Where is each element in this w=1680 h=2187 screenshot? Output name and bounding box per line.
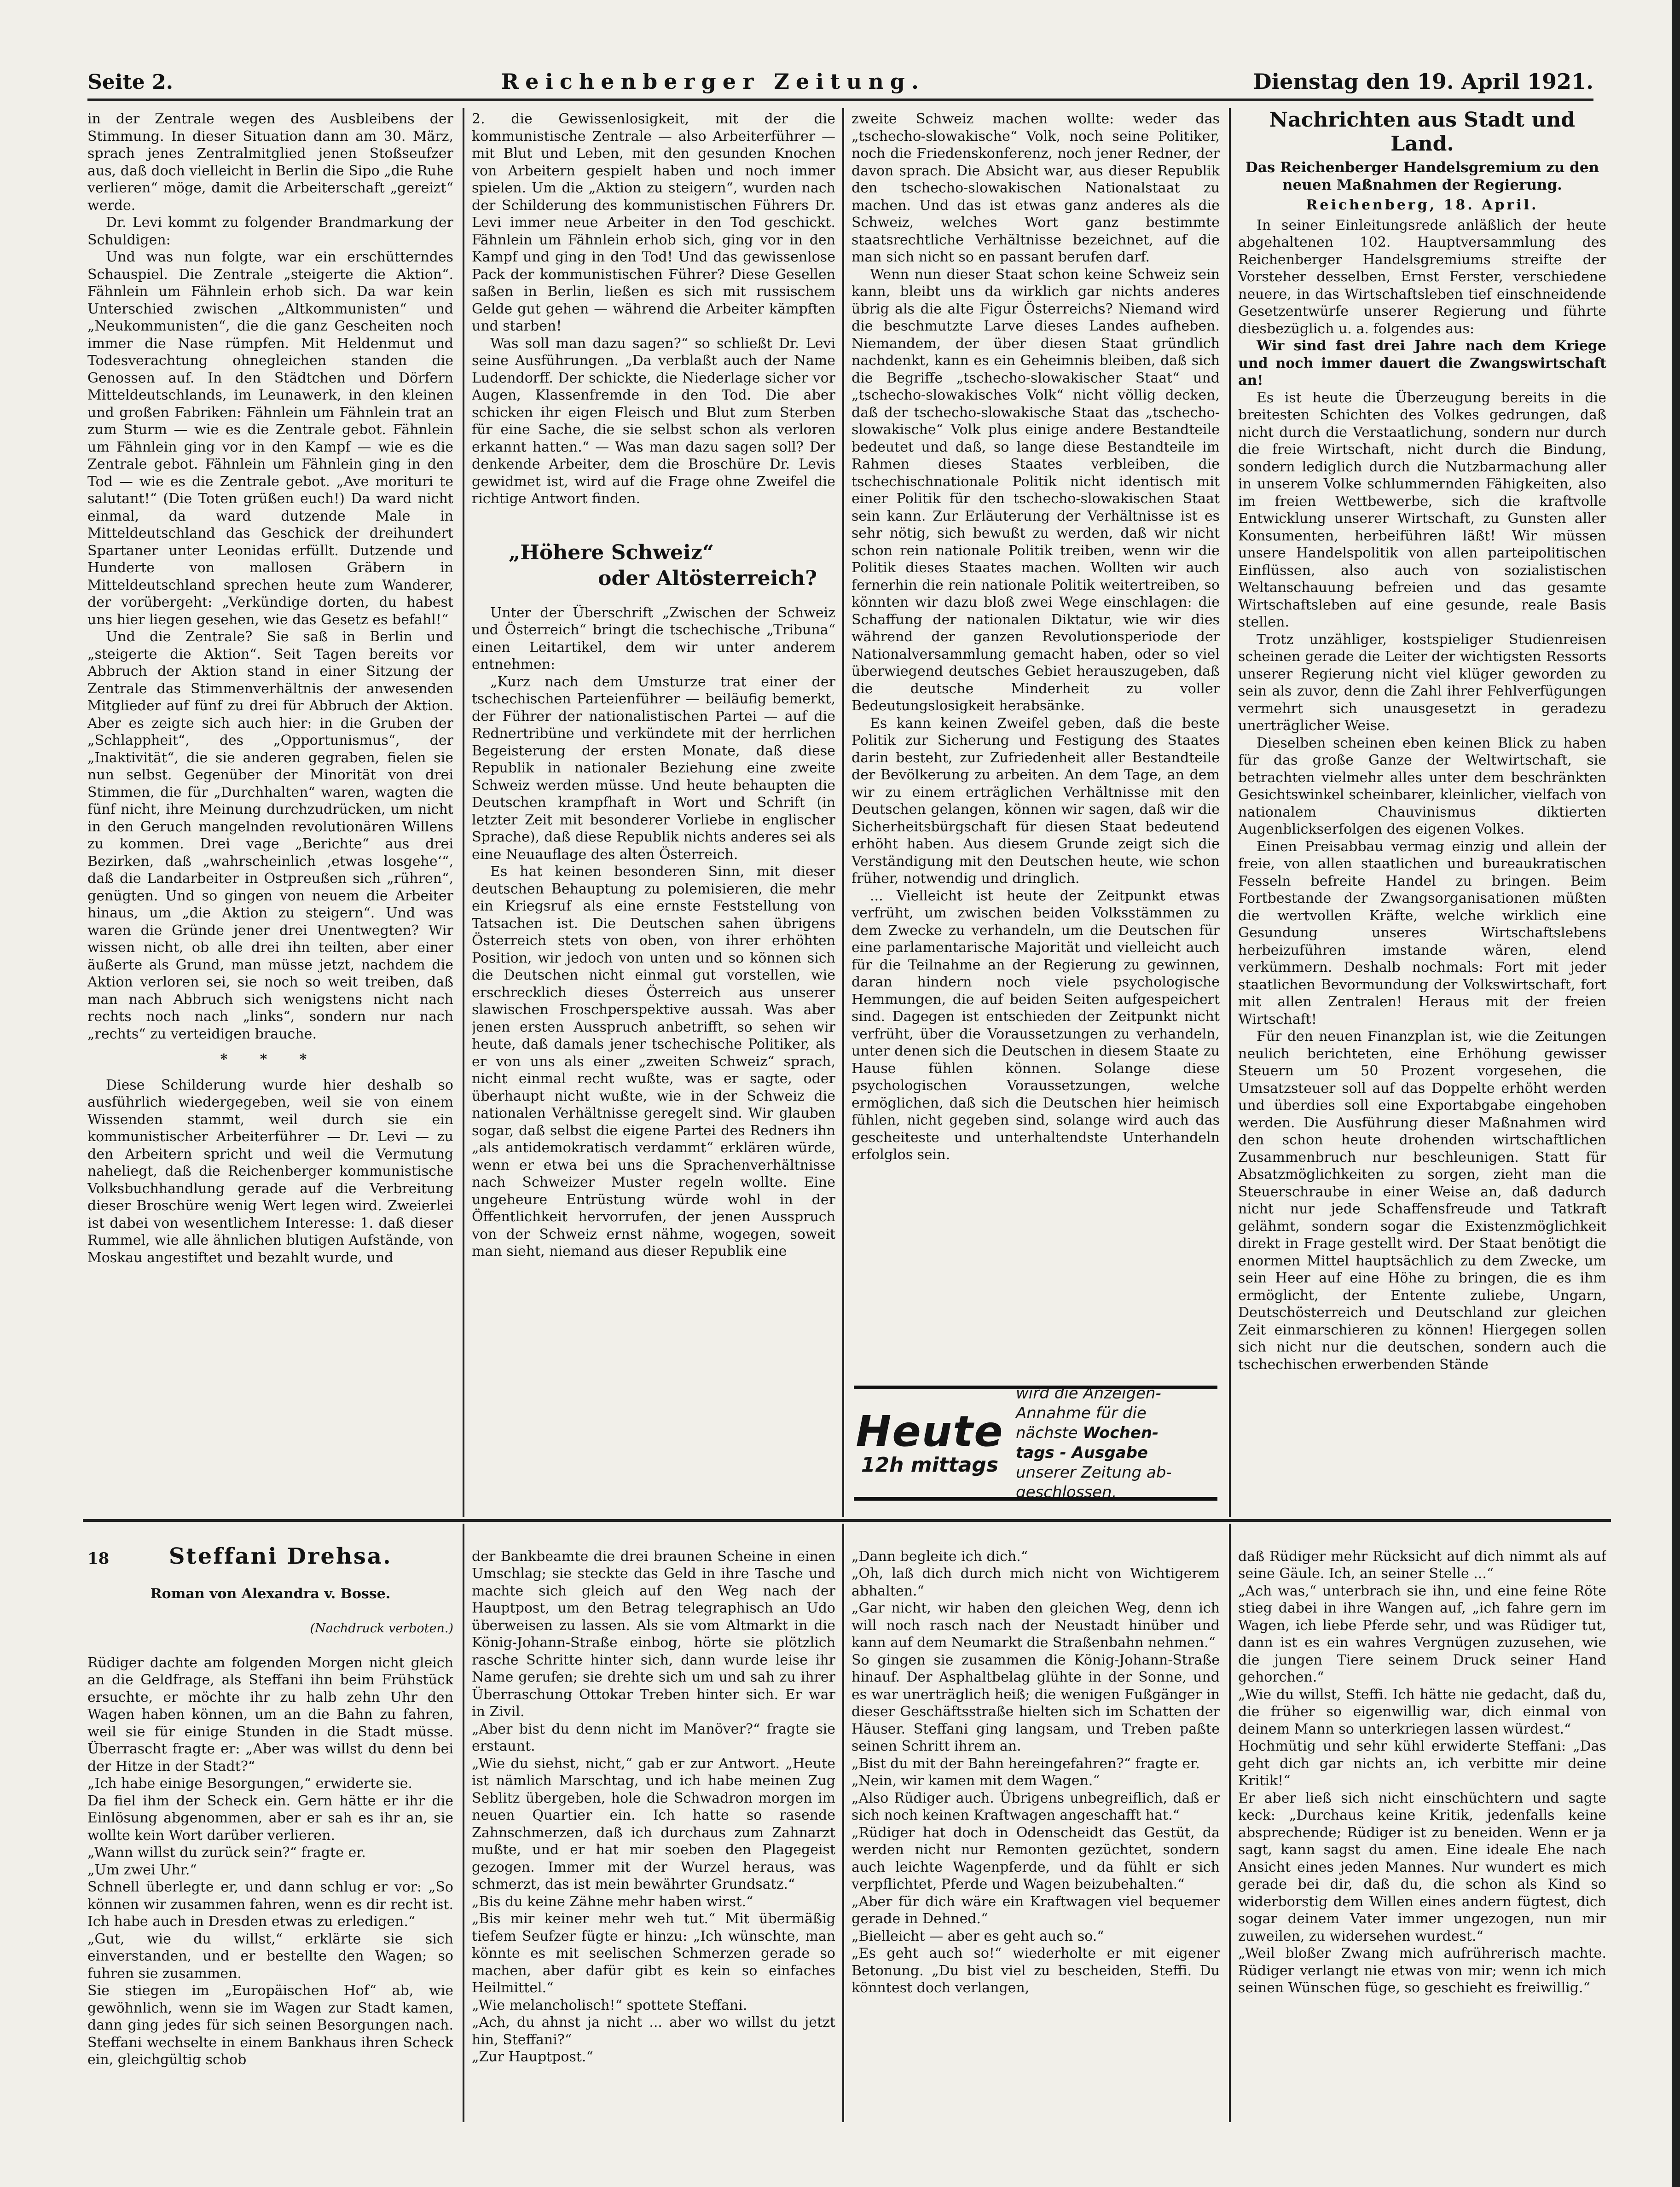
column-rule — [842, 1524, 844, 2122]
ad-text — [1006, 1384, 1217, 1502]
serial-column-3 — [852, 1531, 1220, 2124]
serial-author: Roman von Alexandra v. Bosse. — [150, 1585, 391, 1602]
paragraph: Es hat keinen besonderen Sinn, mit dieser deutschen Behauptung zu polemisieren, die mehr ein Kriegsruf als eine ernste Feststellung von Tatsachen ist. Die Deutschen sahen übrigens Österreich stets von oben, von ihrer erhöhten Position, wir jedoch von unten und so können sich die Deutschen nicht einmal gut vorstellen, wie erschrecklich dieses Österreich aus unserer slawischen Froschperspektive aussah. Was aber jenen ersten Ausspruch anbetrifft, so sehen wir heute, daß damals jener tschechische Politiker, als er von uns als einer „zweiten Schweiz“ sprach, nicht einmal recht wußte, was er sagte, oder überhaupt nicht wußte, wie in der Schweiz die nationalen Verhältnisse geregelt sind. Wir glauben sogar, daß selbst die eigene Partei des Redners ihn „als antidemokratisch verdammt“ erklären würde, wenn er etwa bei uns die Sprachenverhältnisse nach Schweizer Muster regeln wollte. Eine ungeheure Entrüstung würde wohl in der Öffentlichkeit hervorrufen, der jenen Ausspruch von der Schweiz ernst nähme, wogegen, soweit man sieht, niemand aus dieser Republik eine — [472, 864, 835, 1259]
ad-line: wird die Anzeigen- — [1016, 1384, 1161, 1403]
paragraph: Und was nun folgte, war ein erschütterndes Schauspiel. Die Zentrale „steigerte die Aktion“. Fähnlein um Fähnlein erhob sich. Da war kein Unterschied zwischen „Altkommunisten“ und „Neukommunisten“, die die ganz Gescheiten noch immer die Nase rümpfen. Mit Heldenmut und Todesverachtung ohnegleichen standen die Genossen auf. In den Städtchen und Dörfern Mitteldeutschlands, im Leunawerk, in den kleinen und großen Fabriken: Fähnlein um Fähnlein trat an zum Sturm — wie es die Zentrale gebot. Fähnlein um Fähnlein ging vor in den Kampf — wie es die Zentrale gebot. Fähnlein um Fähnlein ging in den Tod — wie es die Zentrale gebot. „Ave morituri te salutant!“ (Die Toten grüßen euch!) Da ward nicht einmal, da ward dutzende Male in Mitteldeutschland das Geschick der dreihundert Spartaner unter Leonidas erfüllt. Dutzende und Hunderte von mallosen Gräbern in Mitteldeutschland sprechen heute zum Wanderer, der vorübergeht: „Verkündige dorten, du habest uns hier liegen gesehen, wie das Gesetz es befahl!“ — [87, 249, 453, 628]
ad-line — [1016, 1423, 1217, 1443]
article-levi-part2 — [472, 110, 835, 1517]
paragraph: Dr. Levi kommt zu folgender Brandmarkung der Schuldigen: — [87, 215, 453, 248]
paragraph: zweite Schweiz machen wollte: weder das „tschecho-slowakische“ Volk, noch seine Politiker, noch die Friedenskonferenz, noch jener Redner, der davon sprach. Die Absicht war, aus dieser Republik den tschecho-slowakischen Nationalstaat zu machen. Und das ist etwas ganz anderes als die Schweiz, welches Wort ganz bestimmte staatsrechtliche Verhältnisse bezeichnet, auf die man sich nicht so en passant berufen darf. — [852, 111, 1220, 265]
ad-line: geschlossen. — [1016, 1483, 1117, 1502]
paragraph: Dieselben scheinen eben keinen Blick zu haben für das große Ganze der Weltwirtschaft, sie betrachten vielmehr alles unter dem beschränkten Gesichtswinkel scheinbarer, kleinlicher, vielfach von nationalem Chauvinismus diktierten Augenblickserfolgen des eigenen Volkes. — [1238, 735, 1606, 837]
article-subheadline: oder Altösterreich? — [598, 566, 817, 590]
feuilleton-rule — [83, 1519, 1611, 1522]
paragraph: ... Vielleicht ist heute der Zeitpunkt etwas verfrüht, um zwischen beiden Volksstämmen zu dem Zwecke zu verhandeln, um die Deutschen für eine parlamentarische Majorität und vielleicht auch für die Teilnahme an der Regierung zu gewinnen, daran hindern noch viele psychologische Hemmungen, die auf beiden Seiten aufgespeichert sind. Dagegen ist entschieden der Zeitpunkt nicht verfrüht, über die Voraussetzungen zu verhandeln, unter denen sich die Deutschen in diesem Staate zu Hause fühlen können. Solange diese psychologischen Voraussetzungen, welche ermöglichen, daß sich die Deutschen hier heimisch fühlen, nicht gegeben sind, solange wird auch das gescheiteste und unterhaltendste Unterhandeln erfolglos sein. — [852, 888, 1220, 1163]
newspaper-title: Reichenberger Zeitung. — [501, 69, 925, 94]
serial-episode-number: 18 — [87, 1549, 110, 1568]
dateline-text: Reichenberg, 18. April. — [1306, 197, 1539, 213]
paragraph: Unter der Überschrift „Zwischen der Schweiz und Österreich“ bringt die tschechische „Tribuna“ einen Leitartikel, dem wir unter anderem entnehmen: — [472, 604, 835, 673]
ad-line-part: nächste — [1016, 1424, 1078, 1442]
paragraph: Diese Schilderung wurde hier deshalb so ausführlich wiedergegeben, weil sie von einem Wissenden stammt, weil durch sie ein kommunistischer Arbeiterführer — Dr. Levi — zu den Arbeitern spricht und weil die Vermutung naheliegt, daß die Reichenberger kommunistische Volksbuchhandlung gerade auf die Verbreitung dieser Broschüre wenig Wert legen wird. Zweierlei ist dabei von wesentlichem Interesse: 1. daß dieser Rummel, wie alle ähnlichen blutigen Aufstände, von Moskau angestiftet und bezahlt wurde, und — [87, 1077, 453, 1266]
serial-text: Rüdiger dachte am folgenden Morgen nicht gleich an die Geldfrage, als Steffani ihn beim Frühstück ersuchte, er möchte ihr zu halb zehn Uhr den Wagen haben können, um an die Bahn zu fahren, weil sie für einige Stunden in die Stadt müsse. Überrascht fragte er: „Aber was willst du denn bei der Hitze in der Stadt?“ „Ich habe einige Besorgungen,“ erwiderte sie. Da fiel ihm der Scheck ein. Gern hätte er ihr die Einlösung abgenommen, aber er sah es ihr an, sie wollte kein Wort darüber verlieren. „Wann willst du zurück sein?“ fragte er. „Um zwei Uhr.“ Schnell überlegte er, und dann schlug er vor: „So können wir zusammen fahren, wenn es dir recht ist. Ich habe auch in Dresden etwas zu erledigen.“ „Gut, wie du willst,“ erklärte sie sich einverstanden, und er bestellte den Wagen; so fuhren sie zusammen. Sie stiegen im „Europäischen Hof“ ab, wie gewöhnlich, wenn sie im Wagen zur Stadt kamen, dann ging jedes für sich seinen Besorgungen nach. Steffani wechselte in einem Bankhaus ihren Scheck ein, gleichgültig schob — [87, 1654, 453, 2068]
paragraph: Einen Preisabbau vermag einzig und allein der freie, von allen staatlichen und bureaukratischen Fesseln befreite Handel zu bringen. Beim Fortbestande der Zwangsorganisationen müßten die wertvollen Kräfte, welche wirklich eine Gesundung unseres Wirtschaftslebens herbeizuführen imstande wären, elend verkümmern. Deshalb nochmals: Fort mit jeder staatlichen Bevormundung der Volkswirtschaft, fort mit allen Zentralen! Heraus mit der freien Wirtschaft! — [1238, 838, 1606, 1027]
serial-text: daß Rüdiger mehr Rücksicht auf dich nimmt als auf seine Gäule. Ich, an seiner Stelle ...“ „Ach was,“ unterbrach sie ihn, und eine feine Röte stieg dabei in ihre Wangen auf, „ich fahre gern im Wagen, ich liebe Pferde sehr, und was Rüdiger tut, dann ist es ein wahres Vergnügen zuzusehen, wie die jungen Tiere seinem Druck seiner Hand gehorchen.“ „Wie du willst, Steffi. Ich hätte nie gedacht, daß du, die früher so eigenwillig war, dich einmal von deinem Mann so unterkriegen lassen würdest.“ Hochmütig und sehr kühl erwiderte Steffani: „Das geht dich gar nichts an, ich verbitte mir deine Kritik!“ Er aber ließ sich nicht einschüchtern und sagte keck: „Durchaus keine Kritik, jedenfalls keine absprechende; Rüdiger ist zu beneiden. Wenn er ja sagt, kann sagst du amen. Eine ideale Ehe nach Ansicht eines jeden Mannes. Nur wundert es mich gerade bei dir, daß du, die schon als Kind so widerborstig dem Willen eines andern fügtest, dich sogar deinem Vater immer ungezogen, nun mir zuweilen, zu widersehen wurdest.“ „Weil bloßer Zwang mich aufrührerisch machte. Rüdiger verlangt nie etwas von mir; wenn ich mich seinen Wünschen füge, so geschieht es freiwillig.“ — [1238, 1548, 1606, 1996]
column-rule — [1229, 108, 1231, 1517]
article-subtitle: Das Reichenberger Handelsgremium zu den neuen Maßnahmen der Regierung. — [1245, 159, 1599, 193]
serial-column-1 — [87, 1531, 453, 2124]
paragraph: Es kann keinen Zweifel geben, daß die beste Politik zur Sicherung und Festigung des Staates darin besteht, zur Zufriedenheit aller Bestandteile der Bevölkerung zu arbeiten. An dem Tage, an dem wir zu einem erträglichen Verhältnisse mit den Deutschen gelangen, können wir sagen, daß wir die Sicherheitsbürgschaft für diesen Staat bedeutend erhöht haben. Aus diesem Grunde zeigt sich die Verständigung mit den Deutschen heute, wie schon früher, notwendig und dringlich. — [852, 715, 1220, 887]
serial-text: „Dann begleite ich dich.“ „Oh, laß dich durch mich nicht von Wichtigerem abhalten.“ „Gar nicht, wir haben den gleichen Weg, denn ich will noch rasch nach der Neustadt hinüber und kann auf dem Neumarkt die Straßenbahn nehmen.“ So gingen sie zusammen die König-Johann-Straße hinauf. Der Asphaltbelag glühte in der Sonne, und es war unerträglich heiß; die wenigen Fußgänger in dieser Geschäftsstraße hielten sich im Schatten der Häuser. Steffani ging langsam, und Treben paßte seinen Schritt ihrem an. „Bist du mit der Bahn hereingefahren?“ fragte er. „Nein, wir kamen mit dem Wagen.“ „Also Rüdiger auch. Übrigens unbegreiflich, daß er sich noch keinen Kraftwagen angeschafft hat.“ „Rüdiger hat doch in Odenscheidt das Gestüt, da werden nicht nur Remonten gezüchtet, sondern auch leichte Wagenpferde, und da fühlt er sich verpflichtet, Pferde und Wagen beizubehalten.“ „Aber für dich wäre ein Kraftwagen viel bequemer gerade in Dehned.“ „Bielleicht — aber es geht auch so.“ „Es geht auch so!“ wiederholte er mit eigener Betonung. „Du bist viel zu bescheiden, Steffi. Du könntest doch verlangen, — [852, 1548, 1220, 1996]
ad-line-bold: Wochen- — [1083, 1424, 1159, 1442]
article-schweiz-continued — [852, 110, 1220, 1372]
serial-column-2 — [472, 1531, 835, 2124]
serial-heading — [87, 1543, 453, 1569]
paragraph: Was soll man dazu sagen?“ so schließt Dr. Levi seine Ausführungen. „Da verblaßt auch der Name Ludendorff. Der schickte, die Niederlage sicher vor Augen, Klassenfremde in den Tod. Die aber schicken ihr eigen Fleisch und Blut zum Sterben für eine Sache, die sie selbst schon als verloren erkannt hatten.“ — Was man dazu sagen soll? Der denkende Arbeiter, dem die Broschüre Dr. Levis gewidmet ist, wird auf die Frage ohne Zweifel die richtige Antwort finden. — [472, 335, 835, 507]
column-rule — [1229, 1524, 1231, 2122]
paragraph: Wir sind fast drei Jahre nach dem Kriege und noch immer dauert die Zwangswirtschaft an! — [1238, 338, 1606, 389]
ad-line: unserer Zeitung ab- — [1016, 1463, 1172, 1482]
issue-date: Dienstag den 19. April 1921. — [1253, 69, 1593, 94]
page-header — [87, 69, 1593, 101]
serial-text: der Bankbeamte die drei braunen Scheine in einen Umschlag; sie steckte das Geld in ihre Tasche und machte sich gleich auf den Weg nach der Hauptpost, um den Betrag telegraphisch an Udo überweisen zu lassen. Als sie vom Altmarkt in die König-Johann-Straße einbog, hörte sie plötzlich rasche Schritte hinter sich, dann wurde leise ihr Name gerufen; sie drehte sich um und sah zu ihrer Überraschung Ottokar Treben hinter sich. Er war in Zivil. „Aber bist du denn nicht im Manöver?“ fragte sie erstaunt. „Wie du siehst, nicht,“ gab er zur Antwort. „Heute ist nämlich Marschtag, und ich habe meinen Zug Seblitz übergeben, hole die Schwadron morgen im neuen Quartier ein. Ich hatte so rasende Zahnschmerzen, daß ich durchaus zum Zahnarzt mußte, und er hat mir soeben den Plagegeist gezogen. Immer mit der Wurzel heraus, was schmerzt, das ist mein bewährter Grundsatz.“ „Bis du keine Zähne mehr haben wirst.“ „Bis mir keiner mehr weh tut.“ Mit übermäßig tiefem Seufzer fügte er hinzu: „Ich wünschte, man könnte es mit seelischen Schmerzen gerade so machen, aber dafür gibt es kein so einfaches Heilmittel.“ „Wie melancholisch!“ spottete Steffani. „Ach, du ahnst ja nicht ... aber wo willst du jetzt hin, Steffani?“ „Zur Hauptpost.“ — [472, 1548, 835, 2065]
paragraph: Für den neuen Finanzplan ist, wie die Zeitungen neulich berichteten, eine Erhöhung gewisser Steuern um 50 Prozent vorgesehen, die Umsatzsteuer soll auf das Doppelte erhöht werden und überdies soll eine Exportabgabe eingehoben werden. Die Ausführung dieser Maßnahmen wird den schon heute drohenden wirtschaftlichen Zusammenbruch nur beschleunigen. Statt für Absatzmöglichkeiten zu sorgen, zieht man die Steuerschraube in einer Weise an, daß dadurch nicht nur jede Schaffensfreude und Tatkraft gelähmt, sondern sogar die Existenzmöglichkeit direkt in Frage gestellt wird. Der Staat benötigt die enormen Mittel hauptsächlich zu dem Zwecke, um sein Heer auf eine Höhe zu bringen, die es ihm ermöglicht, der Entente zuliebe, Ungarn, Deutschösterreich und Deutschland zur gleichen Zeit einmarschieren zu können! Hiergegen sollen sich nicht nur die deutschen, sondern auch die tschechischen erwerbenden Stände — [1238, 1028, 1606, 1373]
local-news-column — [1238, 108, 1606, 1517]
paragraph: in der Zentrale wegen des Ausbleibens der Stimmung. In dieser Situation dann am 30. März, sprach jenes Zentralmitglied jenen Stoßseufzer aus, daß doch vielleicht in Berlin die Sipo „die Ruhe verlieren“ möge, damit die Arbeiterschaft „gereizt“ werde. — [87, 111, 453, 214]
ad-line: Annahme für die — [1016, 1404, 1147, 1422]
column-rule — [463, 108, 464, 1517]
paragraph: In seiner Einleitungsrede anläßlich der heute abgehaltenen 102. Hauptversammlung des Reichenberger Handelsgremiums streifte der Vorsteher desselben, Ernst Ferster, verschiedene neuere, in das Wirtschaftsleben tief einschneidende Gesetzentwürfe unserer Regierung und führte diesbezüglich u. a. folgendes aus: — [1238, 217, 1606, 337]
paragraph: Und die Zentrale? Sie saß in Berlin und „steigerte die Aktion“. Seit Tagen bereits vor Abbruch der Aktion stand in einer Sitzung der Zentrale das Stimmenverhältnis der anwesenden Mitglieder auf fünf zu drei für Abbruch der Aktion. Aber es zeigte sich auch hier: in die Gruben der „Schlappheit“, des „Opportunismus“, der „Inaktivität“, die sie anderen gegraben, fielen sie nun selbst. Gegenüber der Minorität von drei Stimmen, die für „Durchhalten“ waren, wagten die fünf nicht, ihre Meinung durchzudrücken, um nicht in den Geruch mangelnden revolutionären Willens zu kommen. Drei vage „Berichte“ aus drei Bezirken, daß „wahrscheinlich ‚etwas losgehe‘“, daß die Landarbeiter in Ostpreußen sich „rühren“, genügten. Und so gingen von neuem die Arbeiter hinaus, um „die Aktion zu steigern“. Und was waren die Gründe jener drei Unentwegten? Wir wissen nicht, ob alle drei ihn teilten, aber einer äußerte als Grund, man müsse jetzt, nachdem die Aktion verloren sei, sie noch so weit treiben, daß man nach Abbruch sich wenigstens nicht nach rechts noch nach „links“, sondern nur nach „rechts“ zu verteidigen brauche. — [87, 629, 453, 1042]
paragraph: Wenn nun dieser Staat schon keine Schweiz sein kann, bleibt uns da wirklich gar nichts anderes übrig als die alte Figur Österreichs? Niemand wird die beschmutzte Larve dieses Landes aufheben. Niemandem, der über diesen Staat gründlich nachdenkt, kann es ein Geheimnis bleiben, daß sich die Begriffe „tschecho-slowakischer Staat“ und „tschecho-slowakisches Volk“ nicht völlig decken, daß der tschecho-slowakische Staat das „tschecho-slowakische“ Volk plus einige andere Bestandteile bedeutet und daß, so lange diese Bestandteile im Rahmen dieses Staates verbleiben, die tschechischnationale Politik nicht identisch mit einer Politik für den tschecho-slowakischen Staat sein kann. Zur Erläuterung der Verhältnisse ist es sehr nötig, sich bewußt zu werden, daß wir nicht schon rein nationale Politik treiben, wenn wir die Politik dieses Staates machen. Wollten wir auch fernerhin die rein nationale Politik weitertreiben, so könnten wir dazu bloß zwei Wege einschlagen: die Schaffung der nationalen Diktatur, wie wir dies während der ganzen Revolutionsperiode der Nationalversammlung gemacht haben, oder so viel überwiegend deutsches Gebiet herauszugeben, daß die deutsche Minderheit zu voller Bedeutungslosigkeit herabsänke. — [852, 266, 1220, 714]
serial-title: Steffani Drehsa. — [168, 1543, 392, 1569]
paragraph: Es ist heute die Überzeugung bereits in die breitesten Schichten des Volkes gedrungen, daß nicht durch die Verstaatlichung, sondern nur durch die freie Wirtschaft, nicht durch die Bindung, sondern lediglich durch die Nutzbarmachung aller in unserem Volke schlummernden Fähigkeiten, also im freien Wettbewerbe, sich die kraftvolle Entwicklung unserer Wirtschaft, zu Gunsten aller Konsumenten, herbeiführen läßt! Wir müssen unsere Handelspolitik von allen parteipolitischen Einflüssen, also auch von sozialistischen Weltanschauung befreien und das gesamte Wirtschaftsleben auf eine gesunde, reale Basis stellen. — [1238, 389, 1606, 630]
section-title: Nachrichten aus Stadt und Land. — [1269, 108, 1576, 156]
dateline — [1238, 197, 1606, 214]
serial-notice: (Nachdruck verboten.) — [310, 1621, 453, 1636]
paragraph: Trotz unzähliger, kostspieliger Studienreisen scheinen gerade die Leiter der wichtigsten Ressorts unserer Regierung nicht viel klüger geworden zu sein als zuvor, denn die Zahl ihrer Fehlverfügungen vermehrt sich unausgesetzt in geradezu unerträglicher Weise. — [1238, 631, 1606, 734]
article-headline: „Höhere Schweiz“ — [509, 540, 714, 564]
ad-left-block — [854, 1407, 1006, 1477]
page-number: Seite 2. — [87, 70, 174, 94]
ad-time: 12h mittags — [861, 1453, 999, 1477]
ad-line — [1016, 1443, 1217, 1463]
paragraph: „Kurz nach dem Umsturze trat einer der tschechischen Parteienführer — beiläufig bemerkt, der Führer der nationalistischen Partei — auf die Rednertribüne und verkündete mit der herrlichen Begeisterung der ersten Monate, daß diese Republik in nationaler Beziehung eine zweite Schweiz werden müsse. Und heute behaupten die Deutschen krampfhaft in Wort und Schrift (in letzter Zeit mit besonderer Vorliebe in englischer Sprache), daß diese Republik nichts anderes sei als eine Neuauflage des alten Österreich. — [472, 673, 835, 863]
ad-headline: Heute — [856, 1407, 1004, 1456]
serial-column-4 — [1238, 1531, 1606, 2124]
column-rule — [842, 108, 844, 1517]
advertisement-box — [854, 1386, 1217, 1501]
column-rule — [463, 1524, 464, 2122]
article-levi-part1 — [87, 110, 453, 1517]
section-divider: * * * — [220, 1051, 321, 1067]
ad-line-bold: tags - Ausgabe — [1016, 1444, 1148, 1462]
paragraph: 2. die Gewissenlosigkeit, mit der die kommunistische Zentrale — also Arbeiterführer — mit Blut und Leben, mit den gesunden Knochen von Arbeitern gespielt haben und noch immer spielen. Um die „Aktion zu steigern“, wurden nach der Schilderung des kommunistischen Führers Dr. Levi immer neue Arbeiter in den Tod geschickt. Fähnlein um Fähnlein erhob sich, ging vor in den Kampf und ging in den Tod! Und das gewissenlose Pack der kommunistischen Führer? Diese Gesellen saßen in Berlin, ließen es sich mit russischem Gelde gut gehen — während die Arbeiter kämpften und starben! — [472, 111, 835, 334]
